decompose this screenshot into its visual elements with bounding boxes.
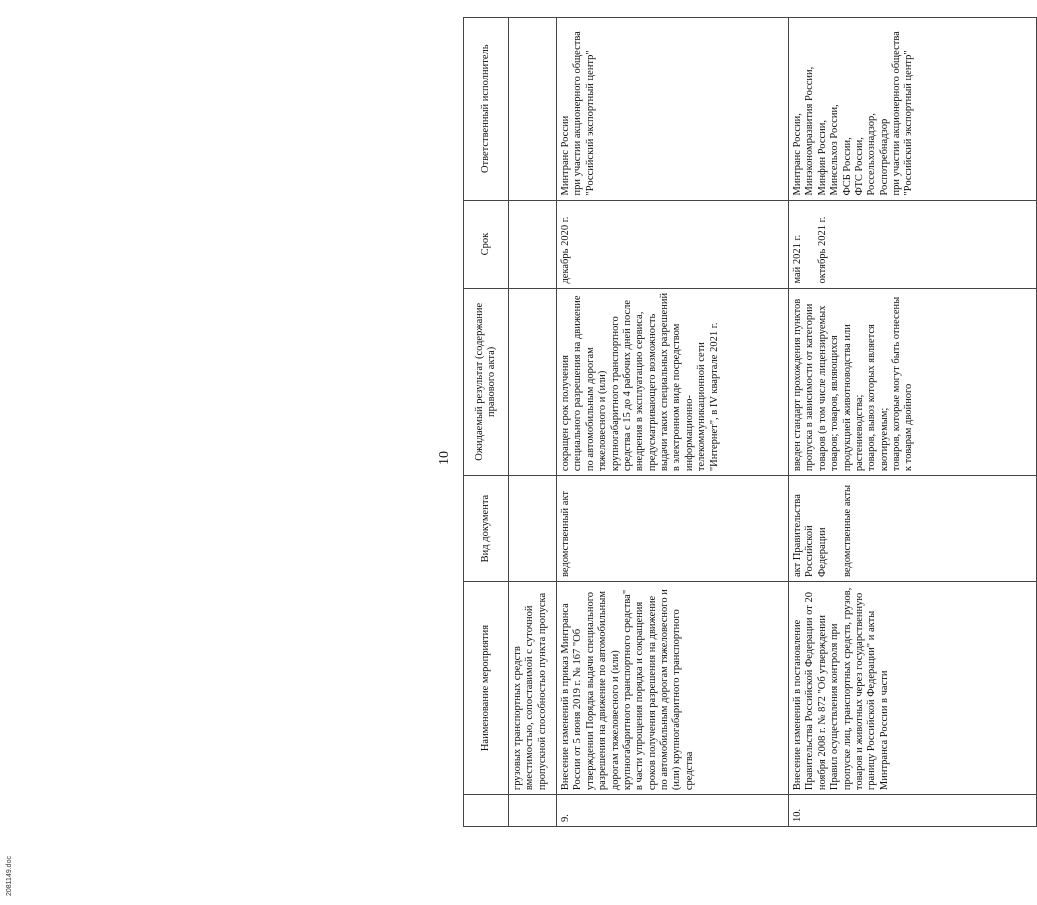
header-measure-name: Наименование мероприятия [464, 582, 509, 795]
row-measure-name: Внесение изменений в постановление Правительства Российской Федерации от 20 ноября 2008 г. № 872 "Об утверждении Правил осуществления контроля при пропуске лиц, транспортных средств, грузов, товаров и животных через государственную границу Российской Федерации" и акты Минтранса России в части [789, 582, 1037, 795]
header-expected-result: Ожидаемый результат (содержание правового акта) [464, 288, 509, 476]
row-executor: Минтранс России, Минэкономразвития России, Минфин России, Минсельхоз России, ФСБ России, ФТС России, Россельхознадзор, Роспотребнадзор при участии акционерного общества "Российский экспортный центр" [789, 18, 1037, 201]
measures-table [463, 17, 1037, 827]
table-row [509, 18, 557, 827]
row-document-type: акт Правительства Российской Федерации ведомственные акты [789, 476, 1037, 582]
footer-document-code: 2081149.doc [6, 856, 13, 896]
row-num: 9. [557, 795, 789, 827]
row-executor: Минтранс России при участии акционерного общества "Российский экспортный центр" [557, 18, 789, 201]
header-num [464, 795, 509, 827]
row-deadline: май 2021 г. октябрь 2021 г. [789, 200, 1037, 288]
row-expected-result: сокращен срок получения специального разрешения на движение по автомобильным дорогам тяжеловесного и (или) крупногабаритного транспортного средства с 15 до 4 рабочих дней после внедрения в эксплуатацию сервиса, предусматривающего возможность выдачи таких специальных разрешений в электронном виде посредством информационно-телекоммуникационной сети "Интернет", в IV квартале 2021 г. [557, 288, 789, 476]
table-header-row [464, 18, 509, 827]
row-deadline: декабрь 2020 г. [557, 200, 789, 288]
row-num: 10. [789, 795, 1037, 827]
row-document-type [509, 476, 557, 582]
row-document-type: ведомственный акт [557, 476, 789, 582]
row-num [509, 795, 557, 827]
row-executor [509, 18, 557, 201]
page-number: 10 [437, 451, 452, 465]
row-expected-result [509, 288, 557, 476]
header-executor: Ответственный исполнитель [464, 18, 509, 201]
row-deadline [509, 200, 557, 288]
table-row [789, 18, 1037, 827]
row-measure-name: Внесение изменений в приказ Минтранса России от 5 июня 2019 г. № 167 "Об утверждении Порядка выдачи специального разрешения на движение по автомобильным дорогам тяжеловесного и (или) крупногабаритного транспортного средства" в части упрощения порядка и сокращения сроков получения разрешения на движение по автомобильным дорогам тяжеловесного и (или) крупногабаритного транспортного средства [557, 582, 789, 795]
header-document-type: Вид документа [464, 476, 509, 582]
table-row [557, 18, 789, 827]
header-deadline: Срок [464, 200, 509, 288]
row-expected-result: введен стандарт прохождения пунктов пропуска в зависимости от категории товаров (в том числе лицензируемых товаров; товаров, являющихся продукцией животноводства или растениеводства; товаров, вывоз которых является квотируемым; товаров, которые могут быть отнесены к товарам двойного [789, 288, 1037, 476]
row-measure-name: грузовых транспортных средств вместимостью, сопоставимой с суточной пропускной способностью пункта пропуска [509, 582, 557, 795]
